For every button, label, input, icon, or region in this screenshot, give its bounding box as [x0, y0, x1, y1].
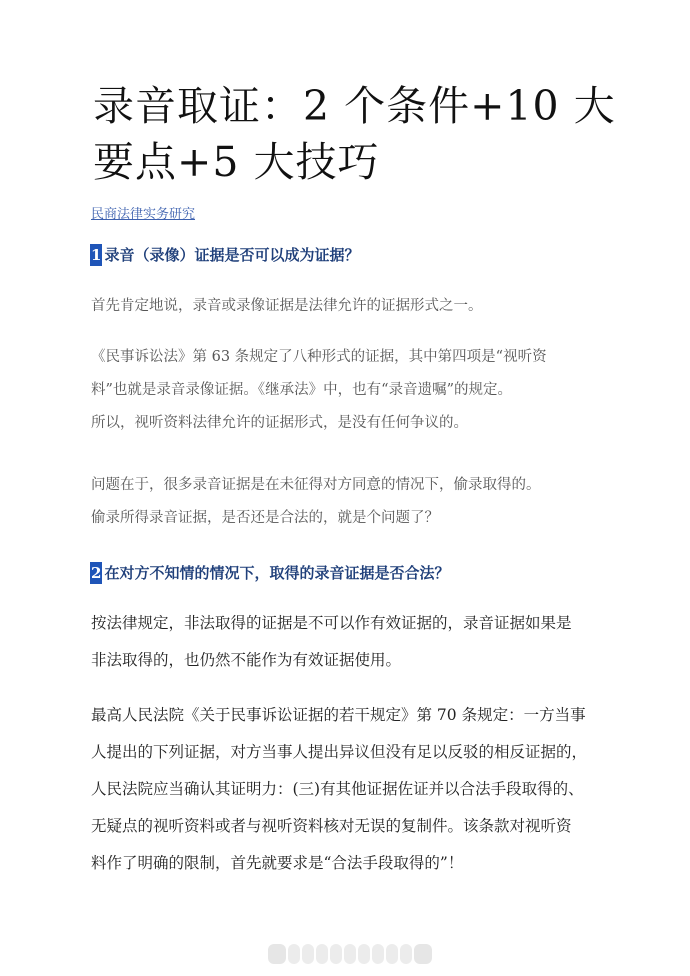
paragraph: 首先肯定地说，录音或录像证据是法律允许的证据形式之一。	[91, 298, 483, 314]
section-heading-text: 录音（录像）证据是否可以成为证据？	[104, 246, 360, 264]
watermark-strip	[268, 944, 432, 964]
section-heading-text: 在对方不知情的情况下，取得的录音证据是否合法？	[104, 564, 450, 582]
section-heading-1	[90, 244, 359, 266]
paragraph: 《民事诉讼法》第 63 条规定了八种形式的证据，其中第四项是“视听资 料”也就是录音录像证据。《继承法》中，也有“录音遗嘱”的规定。 所以，视听资料法律允许的证据形式，是没有任何争议的。	[91, 349, 547, 431]
paragraph: 问题在于，很多录音证据是在未征得对方同意的情况下，偷录取得的。 偷录所得录音证据，是否还是合法的，就是个问题了？	[91, 477, 541, 526]
section-number-badge: 1	[91, 246, 102, 264]
section-number-badge: 2	[91, 564, 102, 582]
paragraph: 最高人民法院《关于民事诉讼证据的若干规定》第 70 条规定：一方当事 人提出的下列证据，对方当事人提出异议但没有足以反驳的相反证据的， 人民法院应当确认其证明力：(三)有其他证据佐证并以合法手段取得的、 无疑点的视听资料或者与视听资料核对无误的复制件。该条款对视听资 料作了明确的限制，首先就要求是“合法手段取得的”！	[91, 706, 588, 872]
paragraph: 按法律规定，非法取得的证据是不可以作有效证据的，录音证据如果是 非法取得的，也仍然不能作为有效证据使用。	[91, 614, 572, 669]
section-heading-2	[90, 562, 449, 584]
article-title: 录音取证：2 个条件+10 大要点+5 大技巧	[93, 82, 616, 186]
author-link[interactable]: 民商法律实务研究	[91, 207, 196, 222]
